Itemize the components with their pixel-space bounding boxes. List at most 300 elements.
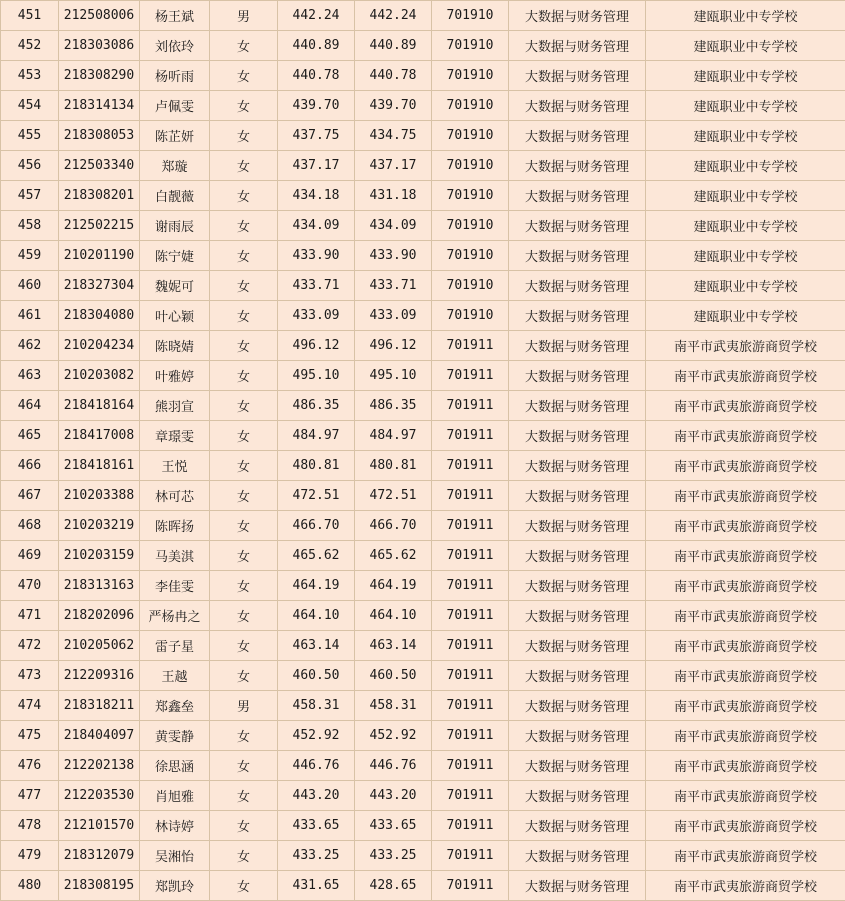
student-name-cell: 杨听雨 (140, 61, 210, 91)
row-number-cell: 477 (1, 781, 59, 811)
gender-cell: 女 (210, 391, 278, 421)
major-name-cell: 大数据与财务管理 (509, 121, 646, 151)
row-number-cell: 480 (1, 871, 59, 901)
major-name-cell: 大数据与财务管理 (509, 361, 646, 391)
gender-cell: 女 (210, 751, 278, 781)
major-name-cell: 大数据与财务管理 (509, 91, 646, 121)
total-score-cell: 458.31 (278, 691, 355, 721)
major-name-cell: 大数据与财务管理 (509, 391, 646, 421)
major-name-cell: 大数据与财务管理 (509, 151, 646, 181)
exam-id-cell: 218418161 (59, 451, 140, 481)
gender-cell: 女 (210, 451, 278, 481)
major-name-cell: 大数据与财务管理 (509, 661, 646, 691)
exam-id-cell: 218418164 (59, 391, 140, 421)
table-row (1, 121, 845, 151)
school-name-cell: 南平市武夷旅游商贸学校 (646, 511, 845, 541)
student-name-cell: 谢雨辰 (140, 211, 210, 241)
student-name-cell: 卢佩雯 (140, 91, 210, 121)
major-code-cell: 701910 (432, 61, 509, 91)
row-number-cell: 466 (1, 451, 59, 481)
gender-cell: 女 (210, 571, 278, 601)
exam-id-cell: 210203159 (59, 541, 140, 571)
row-number-cell: 454 (1, 91, 59, 121)
adjusted-score-cell: 466.70 (355, 511, 432, 541)
gender-cell: 男 (210, 1, 278, 31)
row-number-cell: 473 (1, 661, 59, 691)
school-name-cell: 南平市武夷旅游商贸学校 (646, 331, 845, 361)
major-name-cell: 大数据与财务管理 (509, 541, 646, 571)
major-code-cell: 701911 (432, 811, 509, 841)
major-name-cell: 大数据与财务管理 (509, 331, 646, 361)
major-code-cell: 701911 (432, 421, 509, 451)
exam-id-cell: 210205062 (59, 631, 140, 661)
total-score-cell: 443.20 (278, 781, 355, 811)
major-code-cell: 701911 (432, 541, 509, 571)
major-code-cell: 701911 (432, 781, 509, 811)
gender-cell: 女 (210, 151, 278, 181)
student-name-cell: 黄雯静 (140, 721, 210, 751)
school-name-cell: 建瓯职业中专学校 (646, 241, 845, 271)
adjusted-score-cell: 428.65 (355, 871, 432, 901)
major-code-cell: 701911 (432, 511, 509, 541)
exam-id-cell: 210203219 (59, 511, 140, 541)
major-code-cell: 701911 (432, 571, 509, 601)
adjusted-score-cell: 464.19 (355, 571, 432, 601)
table-row (1, 61, 845, 91)
row-number-cell: 453 (1, 61, 59, 91)
student-name-cell: 叶雅婷 (140, 361, 210, 391)
major-name-cell: 大数据与财务管理 (509, 751, 646, 781)
table-row (1, 211, 845, 241)
row-number-cell: 457 (1, 181, 59, 211)
major-name-cell: 大数据与财务管理 (509, 421, 646, 451)
major-code-cell: 701911 (432, 631, 509, 661)
school-name-cell: 建瓯职业中专学校 (646, 1, 845, 31)
adjusted-score-cell: 486.35 (355, 391, 432, 421)
gender-cell: 女 (210, 631, 278, 661)
adjusted-score-cell: 464.10 (355, 601, 432, 631)
table-row (1, 151, 845, 181)
student-name-cell: 陈晖扬 (140, 511, 210, 541)
gender-cell: 女 (210, 121, 278, 151)
major-code-cell: 701911 (432, 391, 509, 421)
table-row (1, 841, 845, 871)
major-code-cell: 701910 (432, 31, 509, 61)
adjusted-score-cell: 443.20 (355, 781, 432, 811)
student-name-cell: 雷子星 (140, 631, 210, 661)
major-code-cell: 701910 (432, 271, 509, 301)
major-code-cell: 701911 (432, 721, 509, 751)
row-number-cell: 463 (1, 361, 59, 391)
total-score-cell: 463.14 (278, 631, 355, 661)
gender-cell: 女 (210, 361, 278, 391)
table-row (1, 331, 845, 361)
school-name-cell: 建瓯职业中专学校 (646, 151, 845, 181)
student-name-cell: 马美淇 (140, 541, 210, 571)
total-score-cell: 434.18 (278, 181, 355, 211)
total-score-cell: 437.75 (278, 121, 355, 151)
major-code-cell: 701910 (432, 1, 509, 31)
total-score-cell: 466.70 (278, 511, 355, 541)
school-name-cell: 南平市武夷旅游商贸学校 (646, 421, 845, 451)
major-name-cell: 大数据与财务管理 (509, 301, 646, 331)
total-score-cell: 440.89 (278, 31, 355, 61)
adjusted-score-cell: 452.92 (355, 721, 432, 751)
school-name-cell: 建瓯职业中专学校 (646, 91, 845, 121)
major-name-cell: 大数据与财务管理 (509, 871, 646, 901)
school-name-cell: 南平市武夷旅游商贸学校 (646, 451, 845, 481)
major-code-cell: 701911 (432, 361, 509, 391)
gender-cell: 女 (210, 271, 278, 301)
row-number-cell: 467 (1, 481, 59, 511)
school-name-cell: 建瓯职业中专学校 (646, 211, 845, 241)
student-name-cell: 林诗婷 (140, 811, 210, 841)
major-name-cell: 大数据与财务管理 (509, 841, 646, 871)
gender-cell: 女 (210, 481, 278, 511)
total-score-cell: 431.65 (278, 871, 355, 901)
major-code-cell: 701910 (432, 151, 509, 181)
major-name-cell: 大数据与财务管理 (509, 781, 646, 811)
school-name-cell: 南平市武夷旅游商贸学校 (646, 571, 845, 601)
student-name-cell: 叶心颖 (140, 301, 210, 331)
student-name-cell: 郑鑫垒 (140, 691, 210, 721)
exam-id-cell: 212209316 (59, 661, 140, 691)
total-score-cell: 495.10 (278, 361, 355, 391)
table-row (1, 631, 845, 661)
major-name-cell: 大数据与财务管理 (509, 811, 646, 841)
exam-id-cell: 212503340 (59, 151, 140, 181)
school-name-cell: 南平市武夷旅游商贸学校 (646, 721, 845, 751)
adjusted-score-cell: 433.65 (355, 811, 432, 841)
table-row (1, 541, 845, 571)
total-score-cell: 480.81 (278, 451, 355, 481)
student-name-cell: 李佳雯 (140, 571, 210, 601)
school-name-cell: 南平市武夷旅游商贸学校 (646, 811, 845, 841)
exam-id-cell: 212202138 (59, 751, 140, 781)
exam-id-cell: 218202096 (59, 601, 140, 631)
adjusted-score-cell: 431.18 (355, 181, 432, 211)
total-score-cell: 433.71 (278, 271, 355, 301)
adjusted-score-cell: 472.51 (355, 481, 432, 511)
major-code-cell: 701911 (432, 841, 509, 871)
table-row (1, 601, 845, 631)
major-code-cell: 701910 (432, 91, 509, 121)
major-name-cell: 大数据与财务管理 (509, 271, 646, 301)
gender-cell: 女 (210, 241, 278, 271)
total-score-cell: 434.09 (278, 211, 355, 241)
major-name-cell: 大数据与财务管理 (509, 691, 646, 721)
exam-id-cell: 218327304 (59, 271, 140, 301)
exam-id-cell: 218308201 (59, 181, 140, 211)
gender-cell: 女 (210, 331, 278, 361)
total-score-cell: 437.17 (278, 151, 355, 181)
major-code-cell: 701911 (432, 751, 509, 781)
exam-id-cell: 218304080 (59, 301, 140, 331)
gender-cell: 女 (210, 721, 278, 751)
row-number-cell: 468 (1, 511, 59, 541)
adjusted-score-cell: 458.31 (355, 691, 432, 721)
exam-id-cell: 212508006 (59, 1, 140, 31)
row-number-cell: 460 (1, 271, 59, 301)
row-number-cell: 464 (1, 391, 59, 421)
school-name-cell: 南平市武夷旅游商贸学校 (646, 781, 845, 811)
major-name-cell: 大数据与财务管理 (509, 451, 646, 481)
school-name-cell: 南平市武夷旅游商贸学校 (646, 481, 845, 511)
major-name-cell: 大数据与财务管理 (509, 601, 646, 631)
table-row (1, 361, 845, 391)
adjusted-score-cell: 440.78 (355, 61, 432, 91)
major-name-cell: 大数据与财务管理 (509, 241, 646, 271)
table-row (1, 781, 845, 811)
adjusted-score-cell: 465.62 (355, 541, 432, 571)
row-number-cell: 470 (1, 571, 59, 601)
row-number-cell: 458 (1, 211, 59, 241)
total-score-cell: 484.97 (278, 421, 355, 451)
row-number-cell: 476 (1, 751, 59, 781)
gender-cell: 女 (210, 781, 278, 811)
school-name-cell: 南平市武夷旅游商贸学校 (646, 751, 845, 781)
gender-cell: 女 (210, 601, 278, 631)
gender-cell: 女 (210, 811, 278, 841)
table-row (1, 571, 845, 601)
gender-cell: 女 (210, 31, 278, 61)
row-number-cell: 469 (1, 541, 59, 571)
total-score-cell: 464.10 (278, 601, 355, 631)
major-code-cell: 701911 (432, 331, 509, 361)
table-row (1, 181, 845, 211)
school-name-cell: 南平市武夷旅游商贸学校 (646, 391, 845, 421)
major-name-cell: 大数据与财务管理 (509, 1, 646, 31)
adjusted-score-cell: 433.71 (355, 271, 432, 301)
major-code-cell: 701911 (432, 691, 509, 721)
adjusted-score-cell: 433.09 (355, 301, 432, 331)
total-score-cell: 446.76 (278, 751, 355, 781)
student-name-cell: 魏妮可 (140, 271, 210, 301)
total-score-cell: 440.78 (278, 61, 355, 91)
student-name-cell: 吴湘怡 (140, 841, 210, 871)
row-number-cell: 452 (1, 31, 59, 61)
row-number-cell: 462 (1, 331, 59, 361)
gender-cell: 女 (210, 541, 278, 571)
total-score-cell: 433.90 (278, 241, 355, 271)
total-score-cell: 486.35 (278, 391, 355, 421)
student-name-cell: 陈宁婕 (140, 241, 210, 271)
total-score-cell: 433.65 (278, 811, 355, 841)
student-name-cell: 白靓薇 (140, 181, 210, 211)
adjusted-score-cell: 460.50 (355, 661, 432, 691)
row-number-cell: 459 (1, 241, 59, 271)
table-row (1, 511, 845, 541)
total-score-cell: 442.24 (278, 1, 355, 31)
exam-id-cell: 212101570 (59, 811, 140, 841)
total-score-cell: 460.50 (278, 661, 355, 691)
major-name-cell: 大数据与财务管理 (509, 481, 646, 511)
major-code-cell: 701911 (432, 661, 509, 691)
adjusted-score-cell: 480.81 (355, 451, 432, 481)
major-name-cell: 大数据与财务管理 (509, 181, 646, 211)
row-number-cell: 478 (1, 811, 59, 841)
total-score-cell: 465.62 (278, 541, 355, 571)
row-number-cell: 471 (1, 601, 59, 631)
table-row (1, 481, 845, 511)
exam-id-cell: 218308290 (59, 61, 140, 91)
major-code-cell: 701911 (432, 451, 509, 481)
adjusted-score-cell: 433.25 (355, 841, 432, 871)
row-number-cell: 479 (1, 841, 59, 871)
exam-id-cell: 210204234 (59, 331, 140, 361)
table-body (1, 1, 845, 901)
school-name-cell: 南平市武夷旅游商贸学校 (646, 541, 845, 571)
exam-id-cell: 218404097 (59, 721, 140, 751)
student-name-cell: 陈晓婧 (140, 331, 210, 361)
total-score-cell: 433.09 (278, 301, 355, 331)
exam-id-cell: 218417008 (59, 421, 140, 451)
row-number-cell: 472 (1, 631, 59, 661)
student-name-cell: 熊羽宣 (140, 391, 210, 421)
adjusted-score-cell: 439.70 (355, 91, 432, 121)
major-name-cell: 大数据与财务管理 (509, 631, 646, 661)
student-name-cell: 章璟雯 (140, 421, 210, 451)
exam-id-cell: 218312079 (59, 841, 140, 871)
total-score-cell: 439.70 (278, 91, 355, 121)
adjusted-score-cell: 496.12 (355, 331, 432, 361)
major-name-cell: 大数据与财务管理 (509, 211, 646, 241)
table-row (1, 301, 845, 331)
table-row (1, 451, 845, 481)
table-row (1, 31, 845, 61)
major-name-cell: 大数据与财务管理 (509, 721, 646, 751)
school-name-cell: 建瓯职业中专学校 (646, 301, 845, 331)
major-code-cell: 701910 (432, 301, 509, 331)
major-code-cell: 701910 (432, 181, 509, 211)
gender-cell: 女 (210, 301, 278, 331)
total-score-cell: 433.25 (278, 841, 355, 871)
student-name-cell: 王越 (140, 661, 210, 691)
row-number-cell: 465 (1, 421, 59, 451)
school-name-cell: 建瓯职业中专学校 (646, 271, 845, 301)
major-name-cell: 大数据与财务管理 (509, 571, 646, 601)
gender-cell: 女 (210, 421, 278, 451)
exam-id-cell: 212203530 (59, 781, 140, 811)
table-row (1, 271, 845, 301)
major-name-cell: 大数据与财务管理 (509, 511, 646, 541)
exam-id-cell: 218308053 (59, 121, 140, 151)
major-code-cell: 701911 (432, 481, 509, 511)
exam-id-cell: 212502215 (59, 211, 140, 241)
student-name-cell: 郑凯玲 (140, 871, 210, 901)
total-score-cell: 464.19 (278, 571, 355, 601)
total-score-cell: 452.92 (278, 721, 355, 751)
student-name-cell: 林可芯 (140, 481, 210, 511)
major-code-cell: 701911 (432, 601, 509, 631)
major-code-cell: 701910 (432, 241, 509, 271)
gender-cell: 女 (210, 91, 278, 121)
adjusted-score-cell: 433.90 (355, 241, 432, 271)
school-name-cell: 建瓯职业中专学校 (646, 181, 845, 211)
major-code-cell: 701911 (432, 871, 509, 901)
exam-id-cell: 218314134 (59, 91, 140, 121)
row-number-cell: 474 (1, 691, 59, 721)
table-row (1, 1, 845, 31)
row-number-cell: 461 (1, 301, 59, 331)
school-name-cell: 建瓯职业中专学校 (646, 31, 845, 61)
adjusted-score-cell: 437.17 (355, 151, 432, 181)
table-row (1, 421, 845, 451)
table-row (1, 391, 845, 421)
exam-id-cell: 218313163 (59, 571, 140, 601)
gender-cell: 男 (210, 691, 278, 721)
student-name-cell: 郑璇 (140, 151, 210, 181)
student-name-cell: 肖旭雅 (140, 781, 210, 811)
school-name-cell: 南平市武夷旅游商贸学校 (646, 841, 845, 871)
school-name-cell: 南平市武夷旅游商贸学校 (646, 661, 845, 691)
student-name-cell: 陈芷妍 (140, 121, 210, 151)
adjusted-score-cell: 484.97 (355, 421, 432, 451)
student-name-cell: 徐思涵 (140, 751, 210, 781)
gender-cell: 女 (210, 211, 278, 241)
student-name-cell: 王悦 (140, 451, 210, 481)
row-number-cell: 451 (1, 1, 59, 31)
gender-cell: 女 (210, 661, 278, 691)
exam-id-cell: 218318211 (59, 691, 140, 721)
school-name-cell: 建瓯职业中专学校 (646, 121, 845, 151)
exam-id-cell: 210203082 (59, 361, 140, 391)
school-name-cell: 南平市武夷旅游商贸学校 (646, 601, 845, 631)
student-name-cell: 杨王斌 (140, 1, 210, 31)
exam-id-cell: 210203388 (59, 481, 140, 511)
adjusted-score-cell: 446.76 (355, 751, 432, 781)
table-row (1, 241, 845, 271)
adjusted-score-cell: 434.75 (355, 121, 432, 151)
student-name-cell: 刘依玲 (140, 31, 210, 61)
table-row (1, 811, 845, 841)
exam-id-cell: 218308195 (59, 871, 140, 901)
exam-id-cell: 218303086 (59, 31, 140, 61)
table-row (1, 661, 845, 691)
major-code-cell: 701910 (432, 211, 509, 241)
school-name-cell: 建瓯职业中专学校 (646, 61, 845, 91)
student-name-cell: 严杨冉之 (140, 601, 210, 631)
exam-id-cell: 210201190 (59, 241, 140, 271)
total-score-cell: 496.12 (278, 331, 355, 361)
gender-cell: 女 (210, 61, 278, 91)
adjusted-score-cell: 463.14 (355, 631, 432, 661)
gender-cell: 女 (210, 841, 278, 871)
row-number-cell: 456 (1, 151, 59, 181)
gender-cell: 女 (210, 511, 278, 541)
table-row (1, 721, 845, 751)
school-name-cell: 南平市武夷旅游商贸学校 (646, 691, 845, 721)
school-name-cell: 南平市武夷旅游商贸学校 (646, 361, 845, 391)
adjusted-score-cell: 495.10 (355, 361, 432, 391)
gender-cell: 女 (210, 181, 278, 211)
table-row (1, 91, 845, 121)
school-name-cell: 南平市武夷旅游商贸学校 (646, 631, 845, 661)
total-score-cell: 472.51 (278, 481, 355, 511)
major-name-cell: 大数据与财务管理 (509, 31, 646, 61)
row-number-cell: 475 (1, 721, 59, 751)
table-row (1, 871, 845, 901)
table-row (1, 691, 845, 721)
gender-cell: 女 (210, 871, 278, 901)
table-row (1, 751, 845, 781)
row-number-cell: 455 (1, 121, 59, 151)
adjusted-score-cell: 442.24 (355, 1, 432, 31)
major-name-cell: 大数据与财务管理 (509, 61, 646, 91)
school-name-cell: 南平市武夷旅游商贸学校 (646, 871, 845, 901)
adjusted-score-cell: 440.89 (355, 31, 432, 61)
adjusted-score-cell: 434.09 (355, 211, 432, 241)
